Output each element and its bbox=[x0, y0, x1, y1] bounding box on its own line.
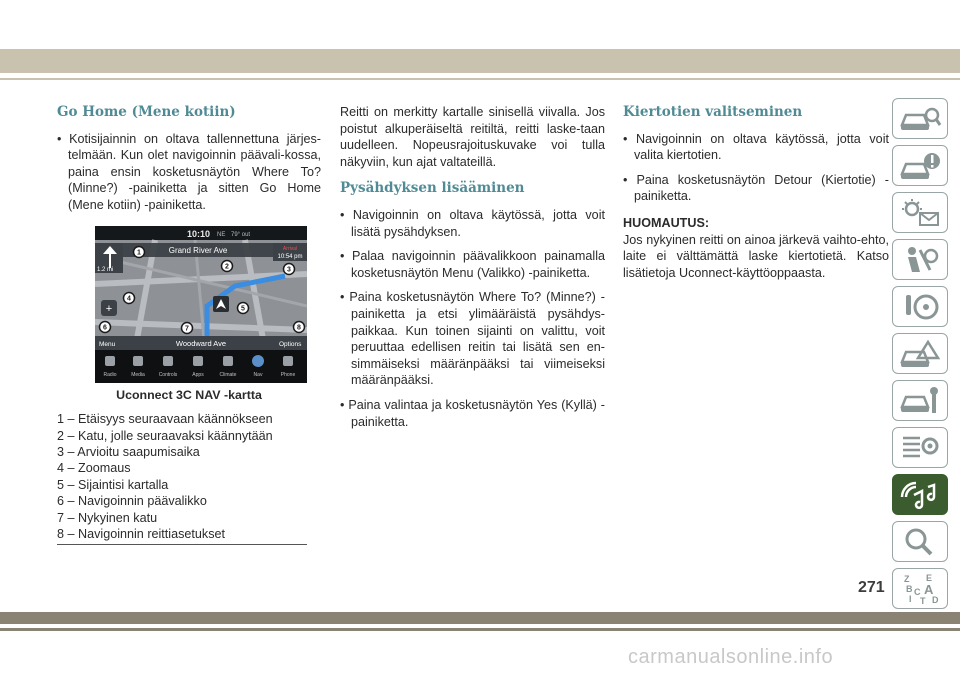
callout-8: 8 bbox=[297, 324, 301, 332]
legend-item: 2 – Katu, jolle seuraavaksi käännytään bbox=[57, 428, 273, 443]
nav-apps: Apps bbox=[192, 371, 204, 378]
legend-item: 3 – Arvioitu saapumisaika bbox=[57, 444, 200, 459]
tab-emergency[interactable] bbox=[892, 333, 948, 374]
add-stop-bullet: • Paina valintaa ja kosketusnäytön Yes (Kyllä) -painiketta. bbox=[340, 397, 605, 429]
svg-text:A: A bbox=[924, 581, 934, 597]
add-stop-bullet: • Paina kosketusnäytön Where To? (Minne?) -painiketta ja etsi ylimääräistä pysähdys-paikkaa. Kun toinen sijainti on valittu, voit peruuttaa edellisen reitin tai lisätä sen en-simmäiseksi määränpääksi tai viimeiseksi määränpääksi. bbox=[340, 290, 605, 388]
tab-steering[interactable] bbox=[892, 286, 948, 327]
route-intro-text: Reitti on merkitty kartalle sinisellä viivalla. Jos poistut alkuperäiseltä reitiltä, reitti laske-taan uudelleen. Nopeusrajoituskuvake voi tulla näkyviin, kun ajat valtateillä. bbox=[340, 105, 605, 169]
multimedia-icon bbox=[898, 479, 942, 511]
add-stop-bullet: • Navigoinnin on oltava käytössä, jotta voit lisätä pysähdyksen. bbox=[340, 207, 605, 239]
compass-text: NE bbox=[217, 231, 226, 238]
nav-nav: Nav bbox=[253, 371, 263, 378]
callout-4: 4 bbox=[127, 295, 131, 303]
callout-5: 5 bbox=[241, 305, 245, 313]
section-tabs bbox=[892, 98, 948, 615]
callout-3: 3 bbox=[287, 266, 291, 274]
arrival-label: Arrival bbox=[282, 245, 298, 252]
nav-radio: Radio bbox=[103, 371, 117, 378]
tab-specifications[interactable] bbox=[892, 427, 948, 468]
column-3 bbox=[623, 104, 889, 281]
tab-car-warning[interactable] bbox=[892, 145, 948, 186]
column-1 bbox=[57, 104, 321, 545]
tab-car-service[interactable] bbox=[892, 380, 948, 421]
nav-map-image bbox=[95, 226, 307, 383]
nav-media: Media bbox=[131, 371, 145, 378]
add-stop-bullet: • Palaa navigoinnin päävalikkoon painamalla kosketusnäytön Menu (Valikko) -painiketta. bbox=[340, 249, 605, 280]
tab-dashboard-lights[interactable] bbox=[892, 192, 948, 233]
svg-text:C: C bbox=[914, 586, 921, 597]
page-number: 271 bbox=[858, 579, 885, 596]
note-text: Jos nykyinen reitti on ainoa järkevä vaihto-ehto, laite ei välttämättä laske kiertotietä. Katso lisätietoja Uconnect-käyttöoppaasta. bbox=[623, 232, 889, 280]
car-warning-icon bbox=[898, 150, 942, 182]
callout-1: 1 bbox=[137, 249, 141, 257]
search-icon bbox=[898, 526, 942, 558]
distance-text: 1.2 mi bbox=[97, 266, 114, 273]
legend-item: 6 – Navigoinnin päävalikko bbox=[57, 494, 207, 509]
svg-text:I: I bbox=[909, 593, 912, 604]
tab-car-search[interactable] bbox=[892, 98, 948, 139]
svg-text:E: E bbox=[926, 572, 933, 583]
top-band bbox=[0, 49, 960, 73]
current-street-text: Woodward Ave bbox=[175, 338, 227, 348]
temp-text: 79° out bbox=[231, 231, 251, 238]
callout-2: 2 bbox=[225, 263, 229, 271]
go-home-heading: Go Home (Mene kotiin) bbox=[57, 104, 236, 120]
watermark-text: carmanualsonline.info bbox=[628, 646, 834, 668]
svg-text:T: T bbox=[920, 595, 926, 606]
steering-wheel-icon bbox=[898, 291, 942, 323]
legend-item: 5 – Sijaintisi kartalla bbox=[57, 477, 169, 492]
bottom-divider bbox=[0, 628, 960, 631]
car-service-icon bbox=[898, 385, 942, 417]
detour-bullet: • Paina kosketusnäytön Detour (Kiertotie) -painiketta. bbox=[623, 172, 889, 204]
tab-multimedia[interactable] bbox=[892, 474, 948, 515]
clock-text: 10:10 bbox=[187, 228, 211, 239]
next-street-text: Grand River Ave bbox=[168, 245, 228, 255]
tab-index[interactable] bbox=[892, 568, 948, 609]
note-title: HUOMAUTUS: bbox=[623, 215, 710, 230]
nav-phone: Phone bbox=[280, 371, 296, 378]
legend-item: 8 – Navigoinnin reittiasetukset bbox=[57, 527, 226, 541]
detour-heading: Kiertotien valitseminen bbox=[623, 104, 803, 120]
figure-caption: Uconnect 3C NAV -kartta bbox=[116, 387, 262, 402]
svg-text:D: D bbox=[932, 594, 939, 605]
svg-text:B: B bbox=[906, 583, 913, 594]
airbag-icon bbox=[898, 244, 942, 276]
legend-item: 4 – Zoomaus bbox=[57, 461, 131, 476]
bottom-band bbox=[0, 612, 960, 624]
emergency-icon bbox=[898, 338, 942, 370]
arrival-time: 10:54 pm bbox=[277, 253, 303, 260]
tab-airbag[interactable] bbox=[892, 239, 948, 280]
nav-controls: Controls bbox=[158, 371, 178, 378]
column-2 bbox=[340, 104, 605, 438]
callout-6: 6 bbox=[103, 324, 107, 332]
index-letters-icon bbox=[898, 572, 942, 606]
svg-text:Z: Z bbox=[904, 573, 910, 584]
add-stop-heading: Pysähdyksen lisääminen bbox=[340, 180, 525, 197]
options-text: Options bbox=[279, 340, 302, 348]
detour-bullet: • Navigoinnin on oltava käytössä, jotta voit valita kiertotien. bbox=[623, 131, 889, 163]
dashboard-lights-icon bbox=[898, 197, 942, 229]
nav-map-figure bbox=[95, 226, 307, 383]
car-search-icon bbox=[898, 103, 942, 135]
go-home-bullet: • Kotisijainnin on oltava tallennettuna järjes-telmään. Kun olet navigoinnin päävali-kossa, paina ensin kosketusnäytön Where To? (Minne?) -painiketta ja sitten Go Home (Mene kotiin) -painiketta. bbox=[57, 131, 321, 212]
specifications-icon bbox=[898, 432, 942, 464]
svg-text:+: + bbox=[105, 302, 113, 315]
legend-item: 7 – Nykyinen katu bbox=[57, 510, 158, 525]
menu-text: Menu bbox=[99, 340, 116, 348]
legend-rule bbox=[57, 544, 307, 545]
tab-search[interactable] bbox=[892, 521, 948, 562]
legend-item: 1 – Etäisyys seuraavaan käännökseen bbox=[57, 412, 273, 427]
nav-climate: Climate bbox=[219, 371, 237, 378]
callout-7: 7 bbox=[185, 325, 189, 333]
top-divider bbox=[0, 78, 960, 80]
